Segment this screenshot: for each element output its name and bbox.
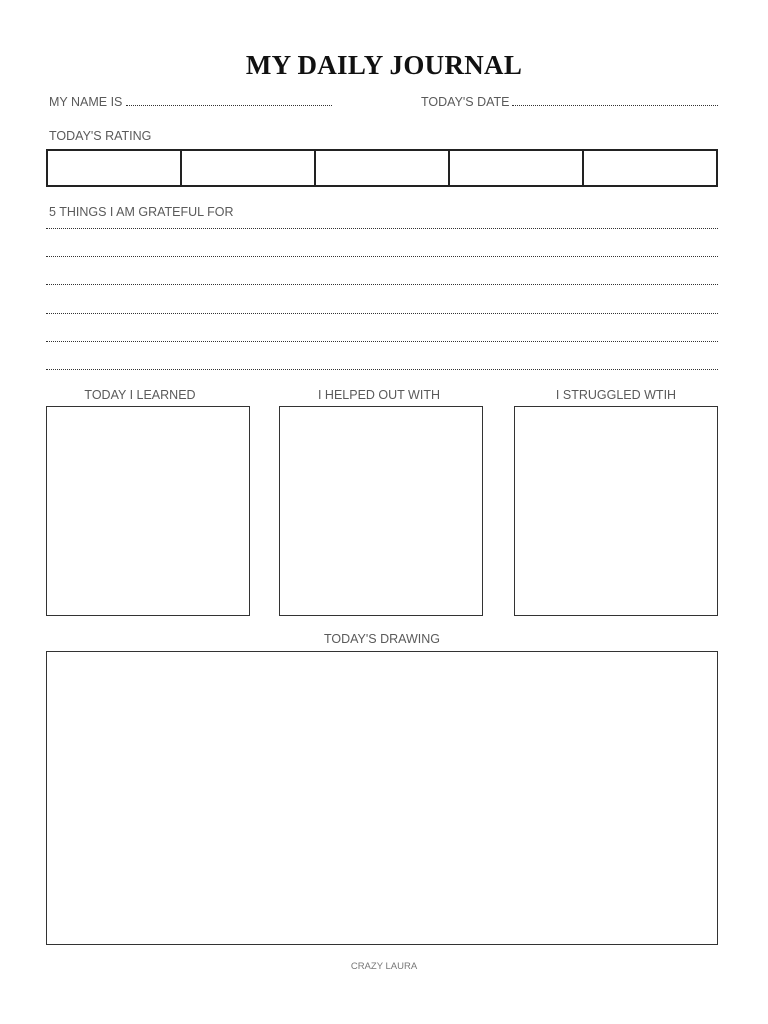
footer-credit: CRAZY LAURA bbox=[350, 961, 418, 972]
grateful-line[interactable] bbox=[46, 228, 718, 229]
grateful-line[interactable] bbox=[46, 284, 718, 285]
grateful-line[interactable] bbox=[46, 369, 718, 370]
learned-label: TODAY I LEARNED bbox=[84, 388, 196, 402]
rating-cell-3[interactable] bbox=[316, 151, 450, 185]
name-label: MY NAME IS bbox=[49, 95, 123, 109]
grateful-line[interactable] bbox=[46, 341, 718, 342]
rating-label: TODAY'S RATING bbox=[49, 129, 152, 143]
rating-row bbox=[46, 149, 718, 187]
drawing-box[interactable] bbox=[46, 651, 718, 945]
grateful-line[interactable] bbox=[46, 256, 718, 257]
grateful-line[interactable] bbox=[46, 313, 718, 314]
rating-cell-4[interactable] bbox=[450, 151, 584, 185]
rating-cell-5[interactable] bbox=[584, 151, 716, 185]
grateful-label: 5 THINGS I AM GRATEFUL FOR bbox=[49, 205, 234, 219]
struggled-box[interactable] bbox=[514, 406, 718, 616]
helped-label: I HELPED OUT WITH bbox=[317, 388, 440, 402]
page-title: MY DAILY JOURNAL bbox=[245, 50, 523, 80]
date-label: TODAY'S DATE bbox=[421, 95, 510, 109]
rating-cell-1[interactable] bbox=[48, 151, 182, 185]
date-field-line[interactable] bbox=[512, 105, 718, 106]
learned-box[interactable] bbox=[46, 406, 250, 616]
name-field-line[interactable] bbox=[126, 105, 332, 106]
struggled-label: I STRUGGLED WTIH bbox=[555, 388, 677, 402]
drawing-label: TODAY'S DRAWING bbox=[323, 632, 441, 646]
helped-box[interactable] bbox=[279, 406, 483, 616]
rating-cell-2[interactable] bbox=[182, 151, 316, 185]
